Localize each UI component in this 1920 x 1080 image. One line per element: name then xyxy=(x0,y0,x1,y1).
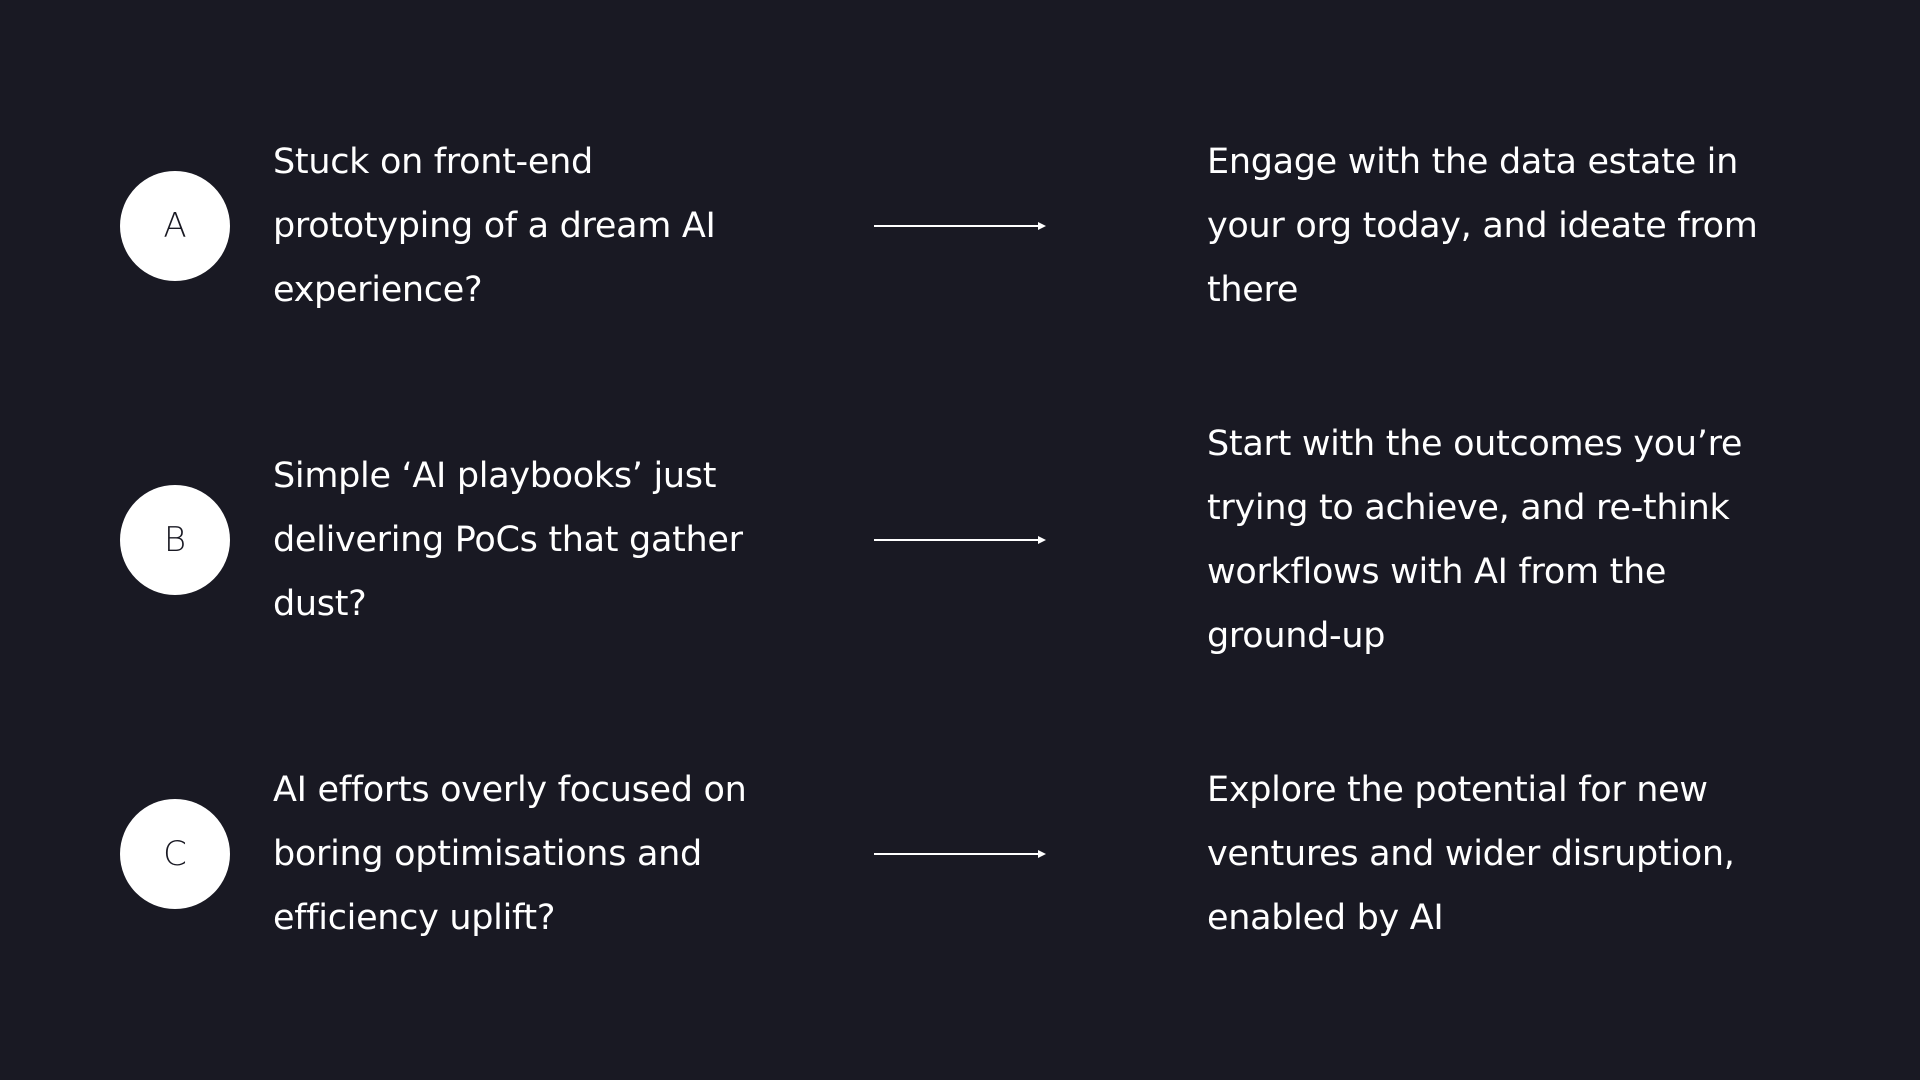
badge-a: A xyxy=(120,171,230,281)
badge-b: B xyxy=(120,485,230,595)
arrow-right-icon xyxy=(874,220,1046,232)
problem-b: Simple ‘AI playbooks’ just delivering PoCs that gather dust? xyxy=(273,456,743,624)
solution-c: Explore the potential for new ventures and wider disruption, enabled by AI xyxy=(1207,770,1735,938)
arrow-right-icon xyxy=(874,534,1046,546)
arrow-right-icon xyxy=(874,848,1046,860)
problem-c: AI efforts overly focused on boring optimisations and efficiency uplift? xyxy=(273,770,747,938)
problem-a: Stuck on front-end prototyping of a dream AI experience? xyxy=(273,142,716,310)
solution-b: Start with the outcomes you’re trying to achieve, and re-think workflows with AI from the ground-up xyxy=(1207,424,1743,656)
badge-c: C xyxy=(120,799,230,909)
solution-a: Engage with the data estate in your org today, and ideate from there xyxy=(1207,142,1758,310)
